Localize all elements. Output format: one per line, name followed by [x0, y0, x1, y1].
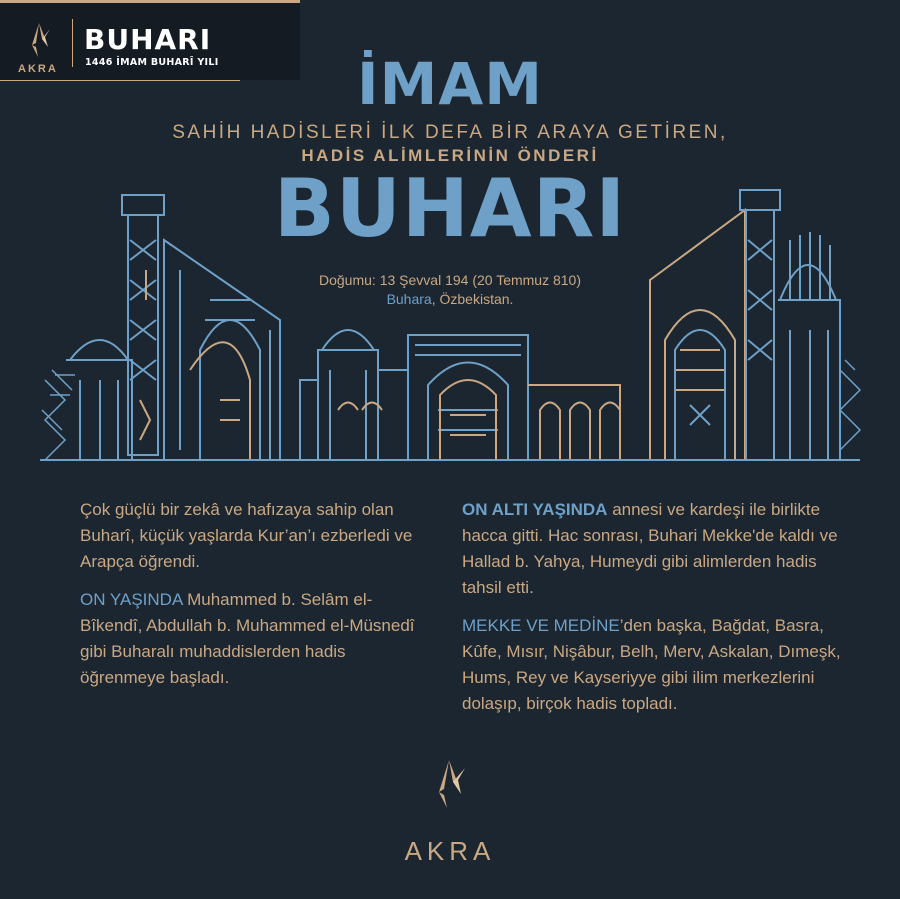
- left-paragraph-2: [80, 587, 420, 691]
- left-paragraph-1: Çok güçlü bir zekâ ve hafızaya sahip olan Buharî, küçük yaşlarda Kur’an’ı ezberledi ve Arapça öğrendi.: [80, 500, 413, 571]
- hero-title: BUHARI: [273, 162, 627, 255]
- right-paragraph-2-text: ’den başka, Bağdat, Basra, Kûfe, Mısır, Nişâbur, Belh, Merv, Askalan, Dımeşk, Hums, Rey ve Kayseriyye gibi ilim merkezlerini dolaşıp, birçok hadis topladı.: [462, 616, 841, 713]
- hero-pre-title: İMAM: [357, 50, 543, 118]
- right-highlight-1: ON ALTI YAŞINDA: [462, 500, 608, 519]
- akra-logo-icon: [425, 758, 475, 820]
- birth-place: [0, 291, 900, 307]
- birth-date: Doğumu: 13 Şevval 194 (20 Temmuz 810): [319, 272, 581, 288]
- right-paragraph-1: [462, 497, 842, 601]
- right-paragraph-1-text: annesi ve kardeşi ile birlikte hacca gitti. Hac sonrası, Buhari Mekke'de kaldı ve Hallad b. Yahya, Humeydi gibi alimlerden hadis tahsil etti.: [462, 500, 838, 597]
- hero-tagline-2: HADİS ALİMLERİNİN ÖNDERİ: [301, 146, 599, 165]
- badge-brand: AKRA: [18, 63, 58, 75]
- birth-country: , Özbekistan.: [431, 291, 514, 307]
- left-highlight: ON YAŞINDA: [80, 590, 183, 609]
- badge-title: BUHARI: [84, 23, 212, 56]
- right-column: [462, 497, 842, 729]
- footer-brand: AKRA: [404, 836, 496, 866]
- birth-city: Buhara: [386, 291, 432, 307]
- hero-tagline-1: SAHİH HADİSLERİ İLK DEFA BİR ARAYA GETİREN,: [172, 122, 728, 143]
- left-paragraph-2-text: Muhammed b. Selâm el-Bîkendî, Abdullah b. Muhammed el-Müsnedî gibi Buharalı muhaddislerden hadis öğrenmeye başladı.: [80, 590, 415, 687]
- left-column: [80, 497, 420, 703]
- right-highlight-2: MEKKE VE MEDİNE: [462, 616, 620, 635]
- right-paragraph-2: [462, 613, 842, 717]
- badge-subtitle: 1446 İMAM BUHARÎ YILI: [85, 57, 219, 68]
